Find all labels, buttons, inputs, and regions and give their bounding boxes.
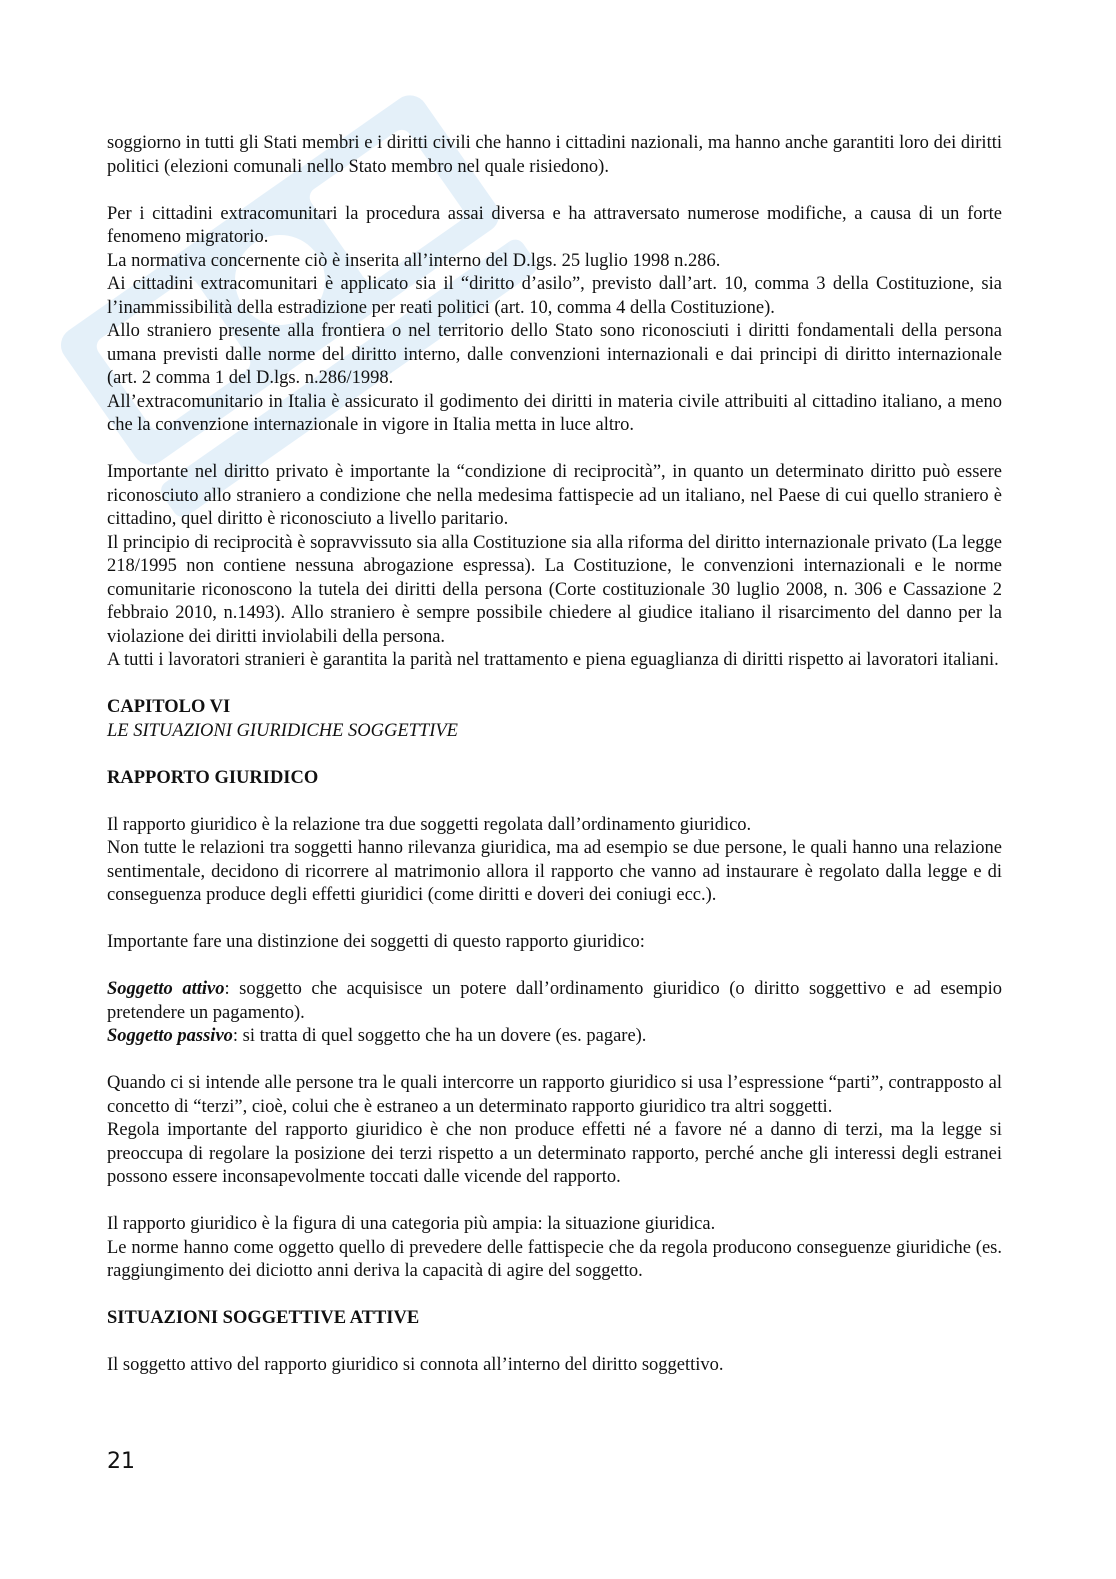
paragraph-gap — [107, 1284, 1002, 1308]
paragraph-gap — [107, 1190, 1002, 1214]
paragraph: Il rapporto giuridico è la figura di una categoria più ampia: la situazione giuridica. — [107, 1214, 716, 1234]
paragraph-gap — [107, 908, 1002, 932]
paragraph: Regola importante del rapporto giuridico è che non produce effetti né a favore né a danno di terzi, ma la legge si preoccupa di regolare la posizione dei terzi rispetto a un determinato rapporto, perché anche gli interessi degli estranei possono essere inconsapevolmente toccati dalle vicende del rapporto. — [107, 1120, 1002, 1187]
paragraph: Il soggetto attivo del rapporto giuridico si connota all’interno del diritto soggettivo. — [107, 1355, 724, 1375]
defined-term: Soggetto passivo — [107, 1026, 233, 1046]
page-number: 21 — [107, 1449, 135, 1474]
paragraph-gap — [107, 673, 1002, 697]
paragraph: Non tutte le relazioni tra soggetti hanno rilevanza giuridica, ma ad esempio se due persone, le quali hanno una relazione sentimentale, decidono di ricorrere al matrimonio allora il rapporto che vanno ad instaurare è regolato dalla legge e di conseguenza produce degli effetti giuridici (come diritti e doveri dei coniugi ecc.). — [107, 838, 1002, 905]
paragraph-gap — [107, 743, 1002, 767]
definition-text: : soggetto che acquisisce un potere dall’ordinamento giuridico (o diritto soggettivo e ad esempio pretendere un pagamento). — [107, 979, 1002, 1023]
chapter-subtitle: LE SITUAZIONI GIURIDICHE SOGGETTIVE — [107, 720, 458, 741]
paragraph: A tutti i lavoratori stranieri è garantita la parità nel trattamento e piena eguaglianza di diritti rispetto ai lavoratori italiani. — [107, 650, 999, 670]
paragraph: Ai cittadini extracomunitari è applicato sia il “diritto d’asilo”, previsto dall’art. 10, comma 3 della Costituzione, sia l’inammissibilità della estradizione per reati politici (art. 10, comma 4 della Costituzione). — [107, 274, 1002, 318]
paragraph-gap — [107, 1049, 1002, 1073]
definition-paragraph — [107, 978, 1002, 1025]
paragraph: All’extracomunitario in Italia è assicurato il godimento dei diritti in materia civile attribuiti al cittadino italiano, a meno che la convenzione internazionale in vigore in Italia metta in luce altro. — [107, 391, 1002, 435]
paragraph-gap — [107, 1331, 1002, 1355]
paragraph: Importante nel diritto privato è importante la “condizione di reciprocità”, in quanto un determinato diritto può essere riconosciuto allo straniero a condizione che nella medesima fattispecie ad un italiano, nel Paese di cui quello straniero è cittadino, quel diritto è riconosciuto a livello paritario. — [107, 462, 1002, 529]
paragraph-gap — [107, 955, 1002, 979]
paragraph: La normativa concernente ciò è inserita all’interno del D.lgs. 25 luglio 1998 n.286. — [107, 250, 721, 271]
paragraph: Allo straniero presente alla frontiera o nel territorio dello Stato sono riconosciuti i diritti fondamentali della persona umana previsti dalle norme del diritto interno, dalle convenzioni internazionali e dai principi di diritto internazionale (art. 2 comma 1 del D.lgs. n.286/1998. — [107, 321, 1002, 388]
defined-term: Soggetto attivo — [107, 979, 225, 999]
paragraph: Importante fare una distinzione dei soggetti di questo rapporto giuridico: — [107, 932, 645, 952]
paragraph: soggiorno in tutti gli Stati membri e i diritti civili che hanno i cittadini nazionali, ma hanno anche garantiti loro dei diritti politici (elezioni comunali nello Stato membro nel quale risiedono). — [107, 133, 1002, 177]
paragraph-gap — [107, 179, 1002, 203]
paragraph: Quando ci si intende alle persone tra le quali intercorre un rapporto giuridico si usa l’espressione “parti”, contrapposto al concetto di “terzi”, cioè, colui che è estraneo a un determinato rapporto giuridico tra altri soggetti. — [107, 1073, 1002, 1117]
definition-paragraph — [107, 1025, 1002, 1049]
section-heading: CAPITOLO VI — [107, 697, 231, 717]
paragraph: Il principio di reciprocità è sopravvissuto sia alla Costituzione sia alla riforma del diritto internazionale privato (La legge 218/1995 non contiene nessuna abrogazione espressa). La Costituzione, le convenzioni internazionali e le norme comunitarie riconoscono la tutela dei diritti della persona (Corte costituzionale 30 luglio 2008, n. 306 e Cassazione 2 febbraio 2010, n.1493). Allo straniero è sempre possibile chiedere al giudice italiano il risarcimento del danno per la violazione dei diritti inviolabili della persona. — [107, 532, 1002, 647]
paragraph: Per i cittadini extracomunitari la procedura assai diversa e ha attraversato numerose modifiche, a causa di un forte fenomeno migratorio. — [107, 203, 1002, 247]
section-heading: SITUAZIONI SOGGETTIVE ATTIVE — [107, 1308, 420, 1328]
paragraph-gap — [107, 438, 1002, 462]
definition-text: : si tratta di quel soggetto che ha un dovere (es. pagare). — [232, 1026, 647, 1046]
paragraph-gap — [107, 790, 1002, 814]
paragraph: Le norme hanno come oggetto quello di prevedere delle fattispecie che da regola producono conseguenze giuridiche (es. raggiungimento dei diciotto anni deriva la capacità di agire del soggetto. — [107, 1237, 1002, 1281]
document-body — [107, 132, 1002, 1378]
section-heading: RAPPORTO GIURIDICO — [107, 767, 319, 788]
paragraph: Il rapporto giuridico è la relazione tra due soggetti regolata dall’ordinamento giuridico. — [107, 814, 752, 835]
